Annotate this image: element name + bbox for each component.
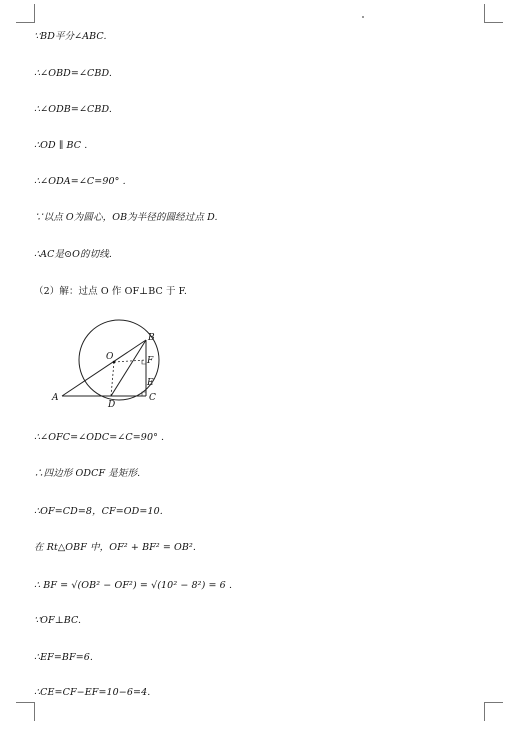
proof-line-5: ∴∠ODA=∠C=90° .: [34, 176, 126, 187]
page-corner-mark-top-left: [16, 4, 35, 23]
proof-line-4: ∴OD ∥ BC .: [34, 140, 88, 151]
proof-line-13: ∵OF⊥BC.: [34, 615, 82, 626]
label-d: D: [108, 400, 116, 410]
proof-line-1: ∵BD平分∠ABC.: [34, 31, 107, 42]
proof-line-2: ∴∠OBD=∠CBD.: [34, 68, 112, 79]
segment-of-dashed: [114, 360, 146, 362]
segment-ab: [62, 340, 146, 396]
proof-line-15: ∴CE=CF−EF=10−6=4.: [34, 687, 151, 698]
proof-line-10: ∴OF=CD=8，CF=OD=10.: [34, 506, 163, 517]
solution-part-2-heading: （2）解：过点 O 作 OF⊥BC 于 F.: [34, 286, 188, 297]
stray-dot: [362, 16, 364, 18]
proof-line-3: ∴∠ODB=∠CBD.: [34, 104, 112, 115]
page-corner-mark-bottom-left: [16, 702, 35, 721]
label-c: C: [149, 393, 156, 403]
proof-line-8: ∴∠OFC=∠ODC=∠C=90° .: [34, 432, 165, 443]
geometry-figure: [50, 318, 180, 410]
proof-line-6: ∵以点 O为圆心，OB为半径的圆经过点 D.: [34, 212, 218, 223]
proof-line-11: 在 Rt△OBF 中，OF² + BF² = OB².: [34, 542, 197, 553]
segment-od-dashed: [111, 362, 114, 396]
proof-line-14: ∴EF=BF=6.: [34, 652, 94, 663]
label-e: E: [147, 378, 154, 388]
label-o: O: [106, 352, 114, 362]
label-b: B: [148, 333, 155, 343]
proof-line-7: ∴AC是⊙O的切线.: [34, 249, 112, 260]
label-f: F: [147, 356, 154, 366]
page-corner-mark-top-right: [484, 4, 503, 23]
proof-line-12: ∴ BF = √(OB² − OF²) = √(10² − 8²) = 6 .: [34, 580, 233, 591]
label-a: A: [52, 393, 59, 403]
proof-line-9: ∴四边形 ODCF 是矩形.: [34, 468, 141, 479]
geometry-figure-svg: [50, 318, 180, 410]
segment-bd: [111, 340, 146, 396]
page-corner-mark-bottom-right: [484, 702, 503, 721]
